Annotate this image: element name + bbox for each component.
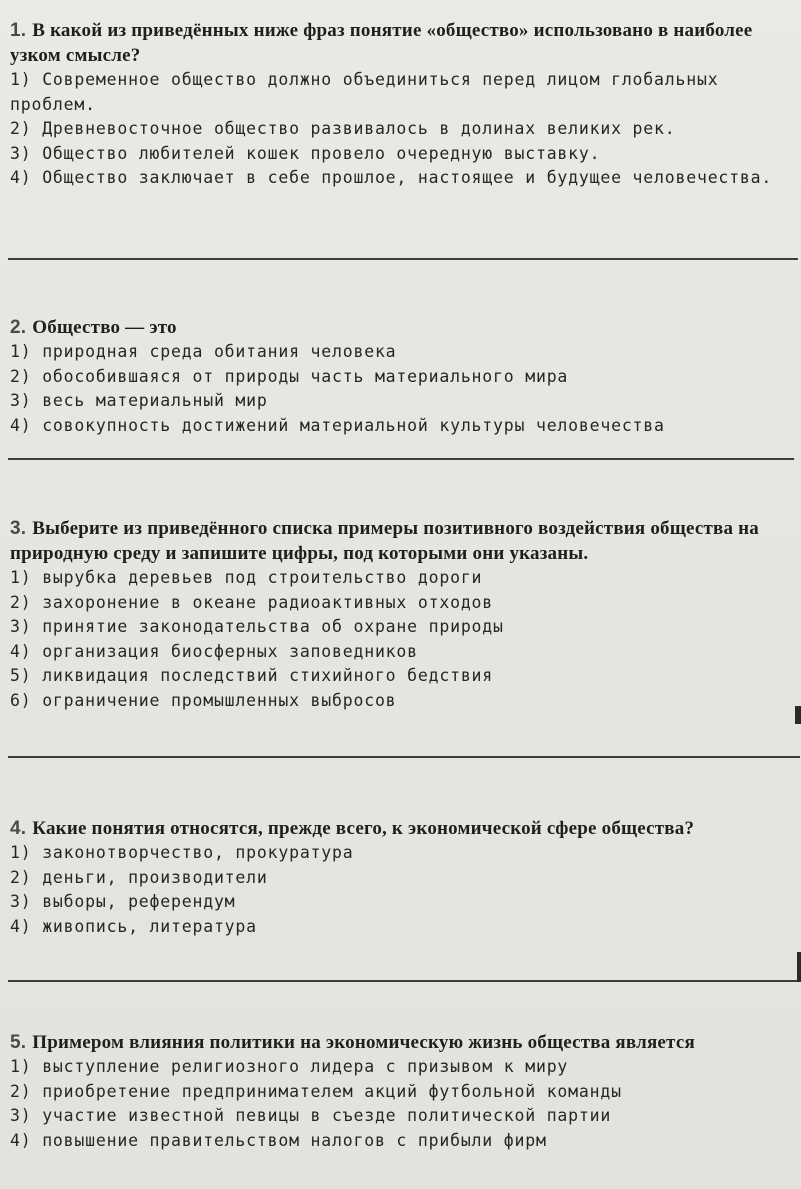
task-3 (10, 516, 790, 713)
task-3-option-4: 4) организация биосферных заповедников (10, 641, 418, 661)
task-1 (10, 18, 790, 191)
task-2-option-2: 2) обособившаяся от природы часть материального мира (10, 366, 569, 386)
task-5-option-3: 3) участие известной певицы в съезде политической партии (10, 1106, 612, 1125)
task-1-option-3: 3) Общество любителей кошек провело очередную выставку. (10, 143, 601, 163)
divider-1 (8, 258, 798, 260)
task-4-number: 4. (10, 818, 27, 839)
task-1-option-4: 4) Общество заключает в себе прошлое, настоящее и будущее человечества. (10, 168, 773, 187)
divider-3 (8, 756, 800, 758)
task-2-option-1: 1) природная среда обитания человека (10, 342, 397, 361)
divider-4 (8, 980, 798, 982)
task-5-option-2: 2) приобретение предпринимателем акций футбольной команды (10, 1081, 622, 1101)
task-4-question-text: Какие понятия относятся, прежде всего, к экономической сфере общества? (32, 818, 695, 839)
task-5-question (10, 1030, 790, 1055)
task-4 (10, 816, 790, 939)
task-5-number: 5. (10, 1032, 27, 1053)
task-4-option-4: 4) живопись, литература (10, 916, 257, 936)
task-3-option-2: 2) захоронение в океане радиоактивных отходов (10, 592, 494, 612)
task-1-option-1: 1) Современное общество должно объединиться перед лицом глобальных проблем. (10, 70, 719, 114)
task-4-option-2: 2) деньги, производители (10, 867, 268, 887)
task-5 (10, 1030, 790, 1153)
task-4-option-3: 3) выборы, референдум (10, 892, 236, 911)
task-4-question (10, 816, 790, 841)
task-2 (10, 315, 790, 438)
task-1-question (10, 18, 790, 68)
task-2-question-text: Общество — это (32, 317, 177, 338)
task-3-option-3: 3) принятие законодательства об охране природы (10, 617, 504, 636)
task-4-option-1: 1) законотворчество, прокуратура (10, 843, 354, 862)
task-3-option-6: 6) ограничение промышленных выбросов (10, 690, 397, 710)
task-1-option-2: 2) Древневосточное общество развивалось в долинах великих рек. (10, 119, 676, 138)
task-3-option-1: 1) вырубка деревьев под строительство дороги (10, 568, 483, 587)
page-edge-mark (795, 706, 801, 724)
task-3-option-5: 5) ликвидация последствий стихийного бедствия (10, 666, 494, 685)
page-edge-bar (797, 952, 801, 982)
task-5-option-4: 4) повышение правительством налогов с прибыли фирм (10, 1130, 547, 1150)
task-5-question-text: Примером влияния политики на экономическую жизнь общества является (32, 1032, 695, 1053)
task-2-option-3: 3) весь материальный мир (10, 391, 268, 410)
task-2-number: 2. (10, 317, 27, 338)
task-1-number: 1. (10, 20, 27, 41)
task-3-number: 3. (10, 518, 27, 539)
task-2-option-4: 4) совокупность достижений материальной культуры человечества (10, 415, 665, 435)
task-2-question (10, 315, 790, 340)
task-5-option-1: 1) выступление религиозного лидера с призывом к миру (10, 1057, 569, 1076)
divider-2 (8, 458, 794, 460)
task-1-question-text: В какой из приведённых ниже фраз понятие «общество» использовано в наиболее узком смысле? (10, 20, 753, 66)
task-3-question-text: Выберите из приведённого списка примеры позитивного воздействия общества на природную среду и запишите цифры, под которыми они указаны. (10, 518, 759, 564)
task-3-question (10, 516, 790, 566)
